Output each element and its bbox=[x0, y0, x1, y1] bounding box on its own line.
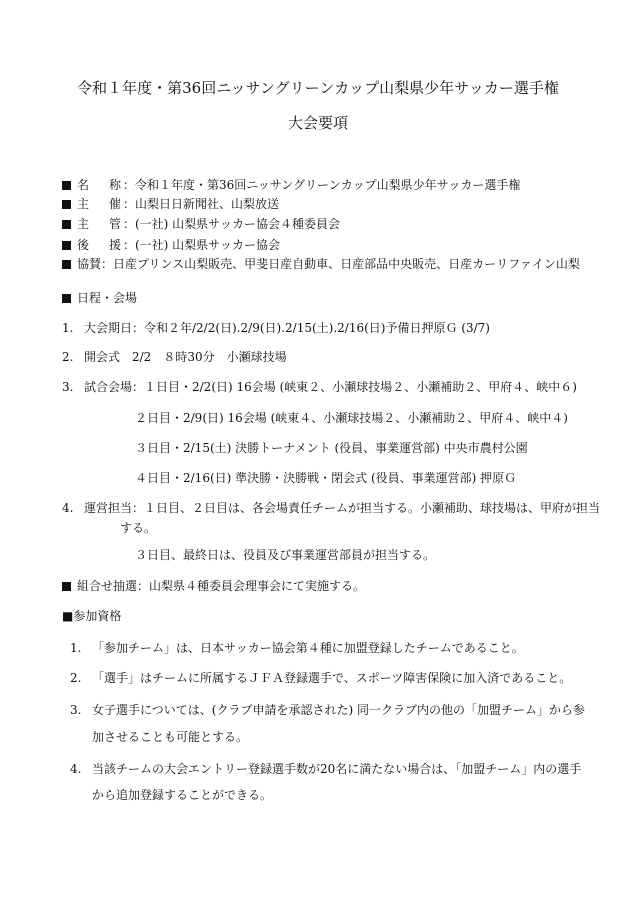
ops-continuation: する。 bbox=[120, 521, 157, 535]
outline-value: ：(一社) 山梨県サッカー協会４種委員会 bbox=[123, 217, 340, 231]
eligibility-item: 2. 「選手」はチームに所属するＪＦＡ登録選手で、スポーツ障害保険に加入済であること。 bbox=[70, 671, 572, 685]
eligibility-item: 1. 「参加チーム」は、日本サッカー協会第４種に加盟登録したチームであること。 bbox=[70, 641, 524, 655]
eligibility-heading: ■参加資格 bbox=[62, 609, 122, 623]
eligibility-continuation: 加させることも可能とする。 bbox=[92, 730, 249, 744]
venue-day: ３日目・2/15(土) 決勝トーナメント (役員、事業運営部) 中央市農村公園 bbox=[135, 441, 528, 455]
outline-row-name: 名 称 ：令和１年度・第36回ニッサングリーンカップ山梨県少年サッカー選手権 bbox=[62, 177, 520, 193]
bullet-square-icon bbox=[62, 200, 71, 209]
outline-value: ：(一社) 山梨県サッカー協会 bbox=[123, 238, 280, 252]
bullet-square-icon bbox=[62, 220, 71, 229]
outline-value: 協賛：日産プリンス山梨販売、甲斐日産自動車、日産部品中央販売、日産カーリファイン山梨 bbox=[77, 257, 580, 271]
eligibility-continuation: から追加登録することができる。 bbox=[92, 788, 273, 802]
ops-final-days: ３日目、最終日は、役員及び事業運営部員が担当する。 bbox=[135, 548, 436, 562]
outline-row-sponsor bbox=[62, 256, 580, 272]
outline-row-host: 主 催 ：山梨日日新聞社、山梨放送 bbox=[62, 196, 279, 212]
schedule-item: 3. 試合会場：１日目・2/2(日) 16会場 (峡東２、小瀬球技場２、小瀬補助２、甲府４、峡中６) bbox=[62, 380, 577, 394]
eligibility-item: 3. 女子選手については、(クラブ申請を承認された) 同一クラブ内の他の「加盟チーム」から参 bbox=[70, 703, 585, 717]
draw-row: 組合せ抽選：山梨県４種委員会理事会にて実施する。 bbox=[62, 578, 365, 594]
schedule-item: 2. 開会式 2/2 ８時30分 小瀬球技場 bbox=[62, 350, 287, 364]
document-subtitle: 大会要項 bbox=[287, 114, 348, 132]
bullet-square-icon bbox=[62, 294, 71, 303]
outline-row-organizer: 主 管 ：(一社) 山梨県サッカー協会４種委員会 bbox=[62, 216, 340, 232]
schedule-heading: 日程・会場 bbox=[62, 290, 137, 306]
bullet-square-icon bbox=[62, 260, 71, 269]
bullet-square-icon bbox=[62, 181, 71, 190]
bullet-square-icon bbox=[62, 241, 71, 250]
document-title: 令和１年度・第36回ニッサングリーンカップ山梨県少年サッカー選手権 bbox=[77, 79, 559, 97]
outline-row-support: 後 援 ：(一社) 山梨県サッカー協会 bbox=[62, 237, 280, 253]
schedule-item-ops: 4. 運営担当：１日目、２日目は、各会場責任チームが担当する。小瀬補助、球技場は、甲府が担当 bbox=[62, 501, 601, 515]
eligibility-item: 4. 当該チームの大会エントリー登録選手数が20名に満たない場合は、「加盟チーム」内の選手 bbox=[70, 762, 582, 776]
bullet-square-icon bbox=[62, 582, 71, 591]
venue-day: ４日目・2/16(日) 準決勝・決勝戦・閉会式 (役員、事業運営部) 押原Ｇ bbox=[135, 471, 517, 485]
outline-value: ：山梨日日新聞社、山梨放送 bbox=[123, 197, 280, 211]
outline-value: ：令和１年度・第36回ニッサングリーンカップ山梨県少年サッカー選手権 bbox=[123, 178, 521, 192]
venue-day: ２日目・2/9(日) 16会場 (峡東４、小瀬球技場２、小瀬補助２、甲府４、峡中４) bbox=[135, 411, 568, 425]
schedule-item: 1. 大会期日：令和２年/2/2(日).2/9(日).2/15(土).2/16(日)予備日押原Ｇ (3/7) bbox=[62, 321, 490, 335]
